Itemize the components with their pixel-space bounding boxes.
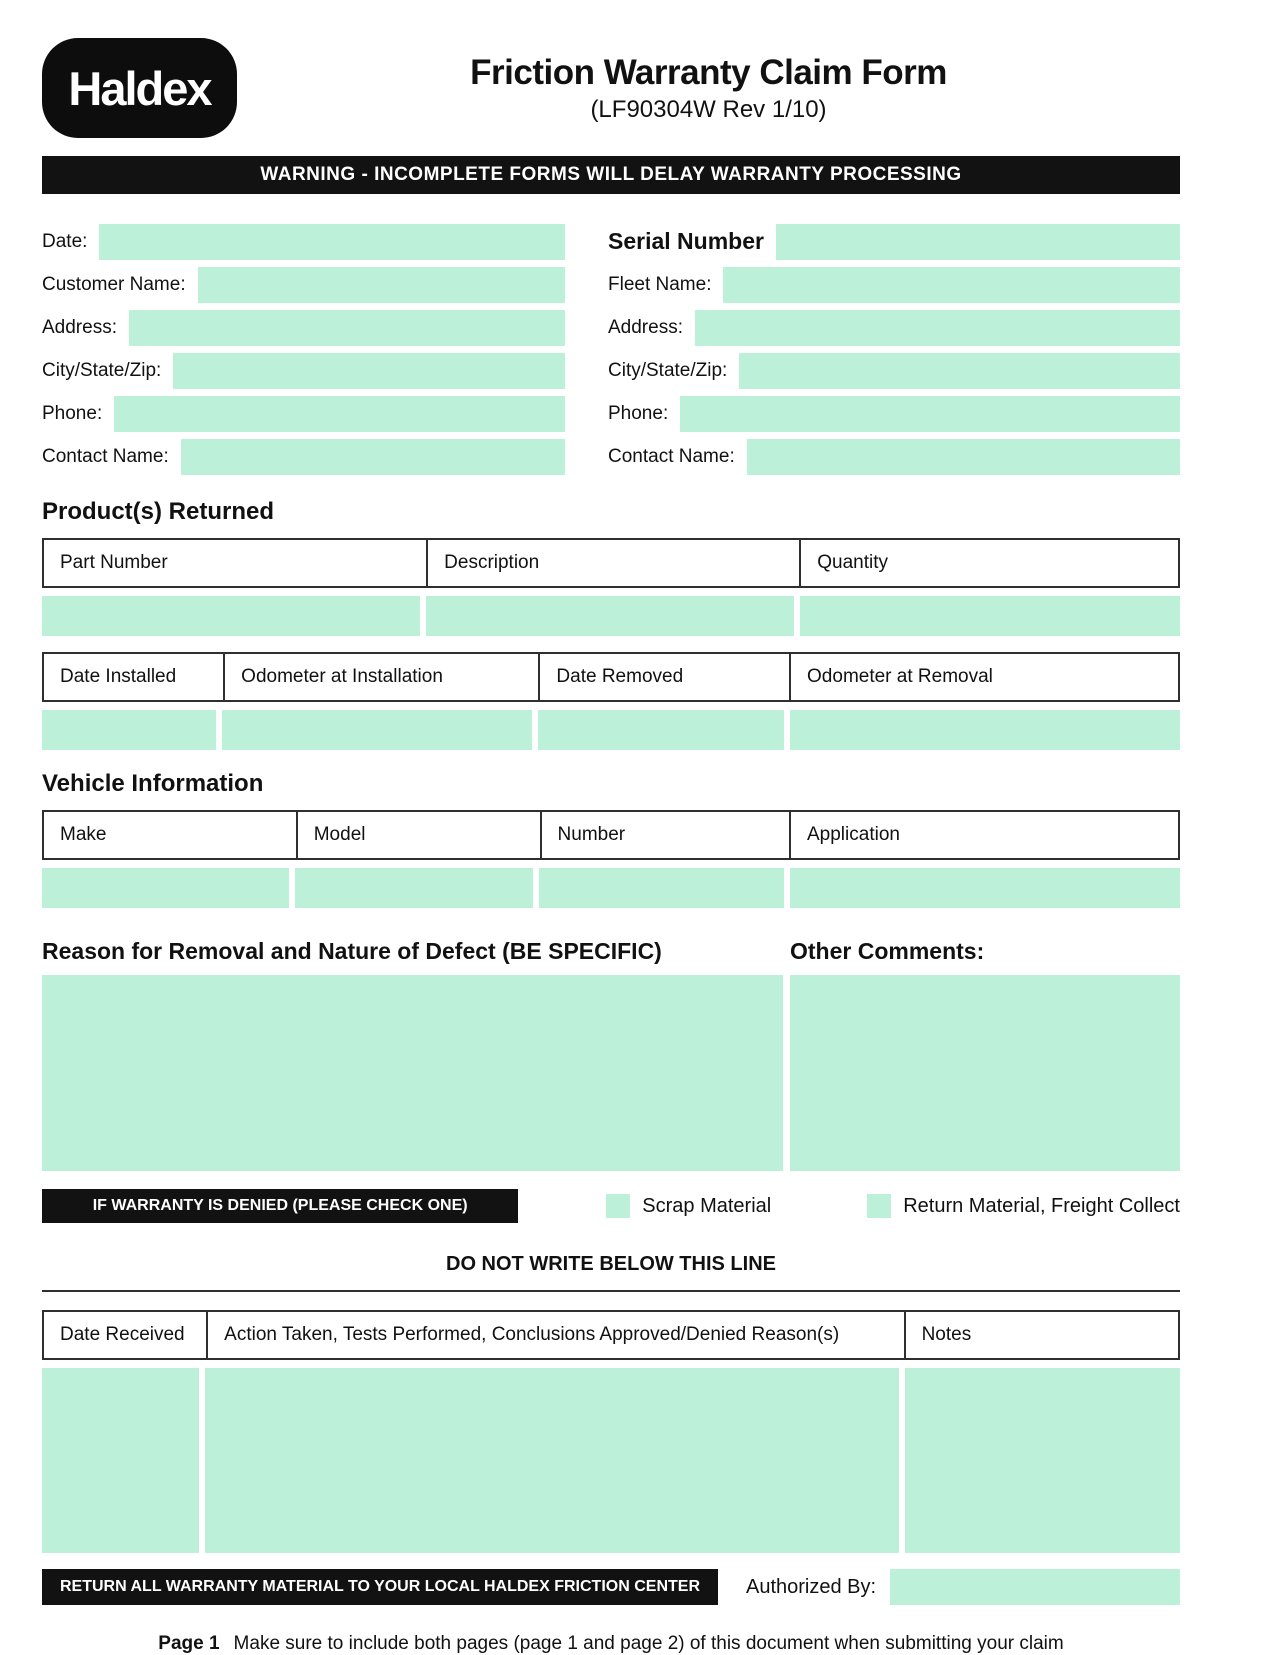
- haldex-logo: [42, 38, 237, 138]
- customer-name-row: [42, 263, 565, 306]
- form-title: Friction Warranty Claim Form: [470, 52, 947, 92]
- form-header: [42, 38, 1180, 138]
- title-block: [237, 53, 1180, 124]
- defect-section: [42, 938, 1180, 1171]
- fleet-address-row: [608, 306, 1180, 349]
- date-installed-header: Date Installed: [60, 666, 177, 687]
- fleet-address-label: Address:: [608, 316, 683, 338]
- action-taken-input[interactable]: [205, 1368, 899, 1553]
- odometer-installation-input[interactable]: [222, 710, 532, 750]
- fleet-city-label: City/State/Zip:: [608, 359, 728, 381]
- make-header: Make: [60, 824, 107, 845]
- page-footer: [42, 1633, 1180, 1655]
- form-revision: (LF90304W Rev 1/10): [590, 95, 827, 123]
- odometer-removal-header: Odometer at Removal: [789, 654, 1178, 700]
- customer-city-label: City/State/Zip:: [42, 359, 162, 381]
- model-input[interactable]: [295, 868, 534, 908]
- number-header: Number: [540, 812, 789, 858]
- fleet-name-input[interactable]: [723, 267, 1180, 303]
- page-number-label: Page 1: [158, 1633, 220, 1654]
- return-material-banner: RETURN ALL WARRANTY MATERIAL TO YOUR LOCAL HALDEX FRICTION CENTER: [42, 1569, 718, 1605]
- fleet-phone-label: Phone:: [608, 402, 669, 424]
- make-input[interactable]: [42, 868, 289, 908]
- description-input[interactable]: [426, 596, 794, 636]
- date-installed-input[interactable]: [42, 710, 216, 750]
- date-removed-header: Date Removed: [538, 654, 789, 700]
- date-label: Date:: [42, 230, 88, 252]
- customer-phone-input[interactable]: [114, 396, 565, 432]
- application-input[interactable]: [790, 868, 1180, 908]
- authorized-by-label: Authorized By:: [746, 1575, 877, 1598]
- fleet-city-row: [608, 349, 1180, 392]
- number-input[interactable]: [539, 868, 783, 908]
- divider-line: [42, 1290, 1180, 1292]
- customer-city-input[interactable]: [173, 353, 565, 389]
- odometer-installation-header: Odometer at Installation: [223, 654, 538, 700]
- notes-header: Notes: [904, 1312, 1178, 1358]
- customer-city-row: [42, 349, 565, 392]
- customer-column: [42, 220, 565, 478]
- fleet-name-label: Fleet Name:: [608, 273, 712, 295]
- authorized-by-input[interactable]: [890, 1569, 1180, 1605]
- quantity-input[interactable]: [800, 596, 1180, 636]
- other-comments-title: Other Comments:: [790, 938, 985, 964]
- customer-contact-row: [42, 435, 565, 478]
- odometer-removal-input[interactable]: [790, 710, 1180, 750]
- scrap-material-checkbox[interactable]: [606, 1194, 630, 1218]
- warranty-denied-section: [42, 1189, 1180, 1223]
- footer-note: Make sure to include both pages (page 1 and page 2) of this document when submitting your claim: [233, 1633, 1064, 1654]
- vehicle-information-title: Vehicle Information: [42, 770, 264, 797]
- parts-table-header: [42, 538, 1180, 588]
- notes-input[interactable]: [905, 1368, 1180, 1553]
- fleet-phone-row: [608, 392, 1180, 435]
- fleet-contact-row: [608, 435, 1180, 478]
- scrap-material-label: Scrap Material: [642, 1194, 772, 1217]
- fleet-name-row: [608, 263, 1180, 306]
- quantity-header: Quantity: [799, 540, 1178, 586]
- date-input[interactable]: [99, 224, 565, 260]
- warning-banner: WARNING - INCOMPLETE FORMS WILL DELAY WARRANTY PROCESSING: [42, 156, 1180, 194]
- customer-name-input[interactable]: [198, 267, 565, 303]
- customer-phone-row: [42, 392, 565, 435]
- customer-address-row: [42, 306, 565, 349]
- description-header: Description: [426, 540, 799, 586]
- parts-table-inputs: [42, 596, 1180, 636]
- haldex-logo-text: Haldex: [68, 61, 211, 115]
- warranty-denied-banner: IF WARRANTY IS DENIED (PLEASE CHECK ONE): [42, 1189, 518, 1223]
- customer-address-input[interactable]: [129, 310, 565, 346]
- dates-table-inputs: [42, 710, 1180, 750]
- serial-number-input[interactable]: [776, 224, 1180, 260]
- customer-contact-label: Contact Name:: [42, 445, 169, 467]
- fleet-contact-input[interactable]: [747, 439, 1180, 475]
- vehicle-table-inputs: [42, 868, 1180, 908]
- date-received-header: Date Received: [60, 1324, 185, 1345]
- customer-name-label: Customer Name:: [42, 273, 186, 295]
- fleet-column: [608, 220, 1180, 478]
- date-removed-input[interactable]: [538, 710, 783, 750]
- part-number-input[interactable]: [42, 596, 420, 636]
- contact-section: [42, 220, 1180, 478]
- customer-contact-input[interactable]: [181, 439, 565, 475]
- return-material-label: Return Material, Freight Collect: [903, 1194, 1180, 1217]
- fleet-contact-label: Contact Name:: [608, 445, 735, 467]
- fleet-city-input[interactable]: [739, 353, 1180, 389]
- application-header: Application: [789, 812, 1178, 858]
- serial-number-row: [608, 220, 1180, 263]
- office-table-header: [42, 1310, 1180, 1360]
- action-taken-header: Action Taken, Tests Performed, Conclusions Approved/Denied Reason(s): [206, 1312, 903, 1358]
- fleet-phone-input[interactable]: [680, 396, 1180, 432]
- office-table-inputs: [42, 1368, 1180, 1553]
- return-material-section: [42, 1569, 1180, 1605]
- return-material-checkbox[interactable]: [867, 1194, 891, 1218]
- customer-phone-label: Phone:: [42, 402, 103, 424]
- reason-for-removal-input[interactable]: [42, 975, 783, 1171]
- part-number-header: Part Number: [60, 552, 168, 573]
- date-row: [42, 220, 565, 263]
- model-header: Model: [296, 812, 540, 858]
- date-received-input[interactable]: [42, 1368, 199, 1553]
- reason-for-removal-title: Reason for Removal and Nature of Defect (BE SPECIFIC): [42, 938, 662, 964]
- serial-number-label: Serial Number: [608, 228, 764, 254]
- dates-table-header: [42, 652, 1180, 702]
- customer-address-label: Address:: [42, 316, 117, 338]
- products-returned-title: Product(s) Returned: [42, 498, 275, 525]
- vehicle-table-header: [42, 810, 1180, 860]
- other-comments-input[interactable]: [790, 975, 1180, 1171]
- do-not-write-label: DO NOT WRITE BELOW THIS LINE: [446, 1253, 776, 1275]
- fleet-address-input[interactable]: [695, 310, 1180, 346]
